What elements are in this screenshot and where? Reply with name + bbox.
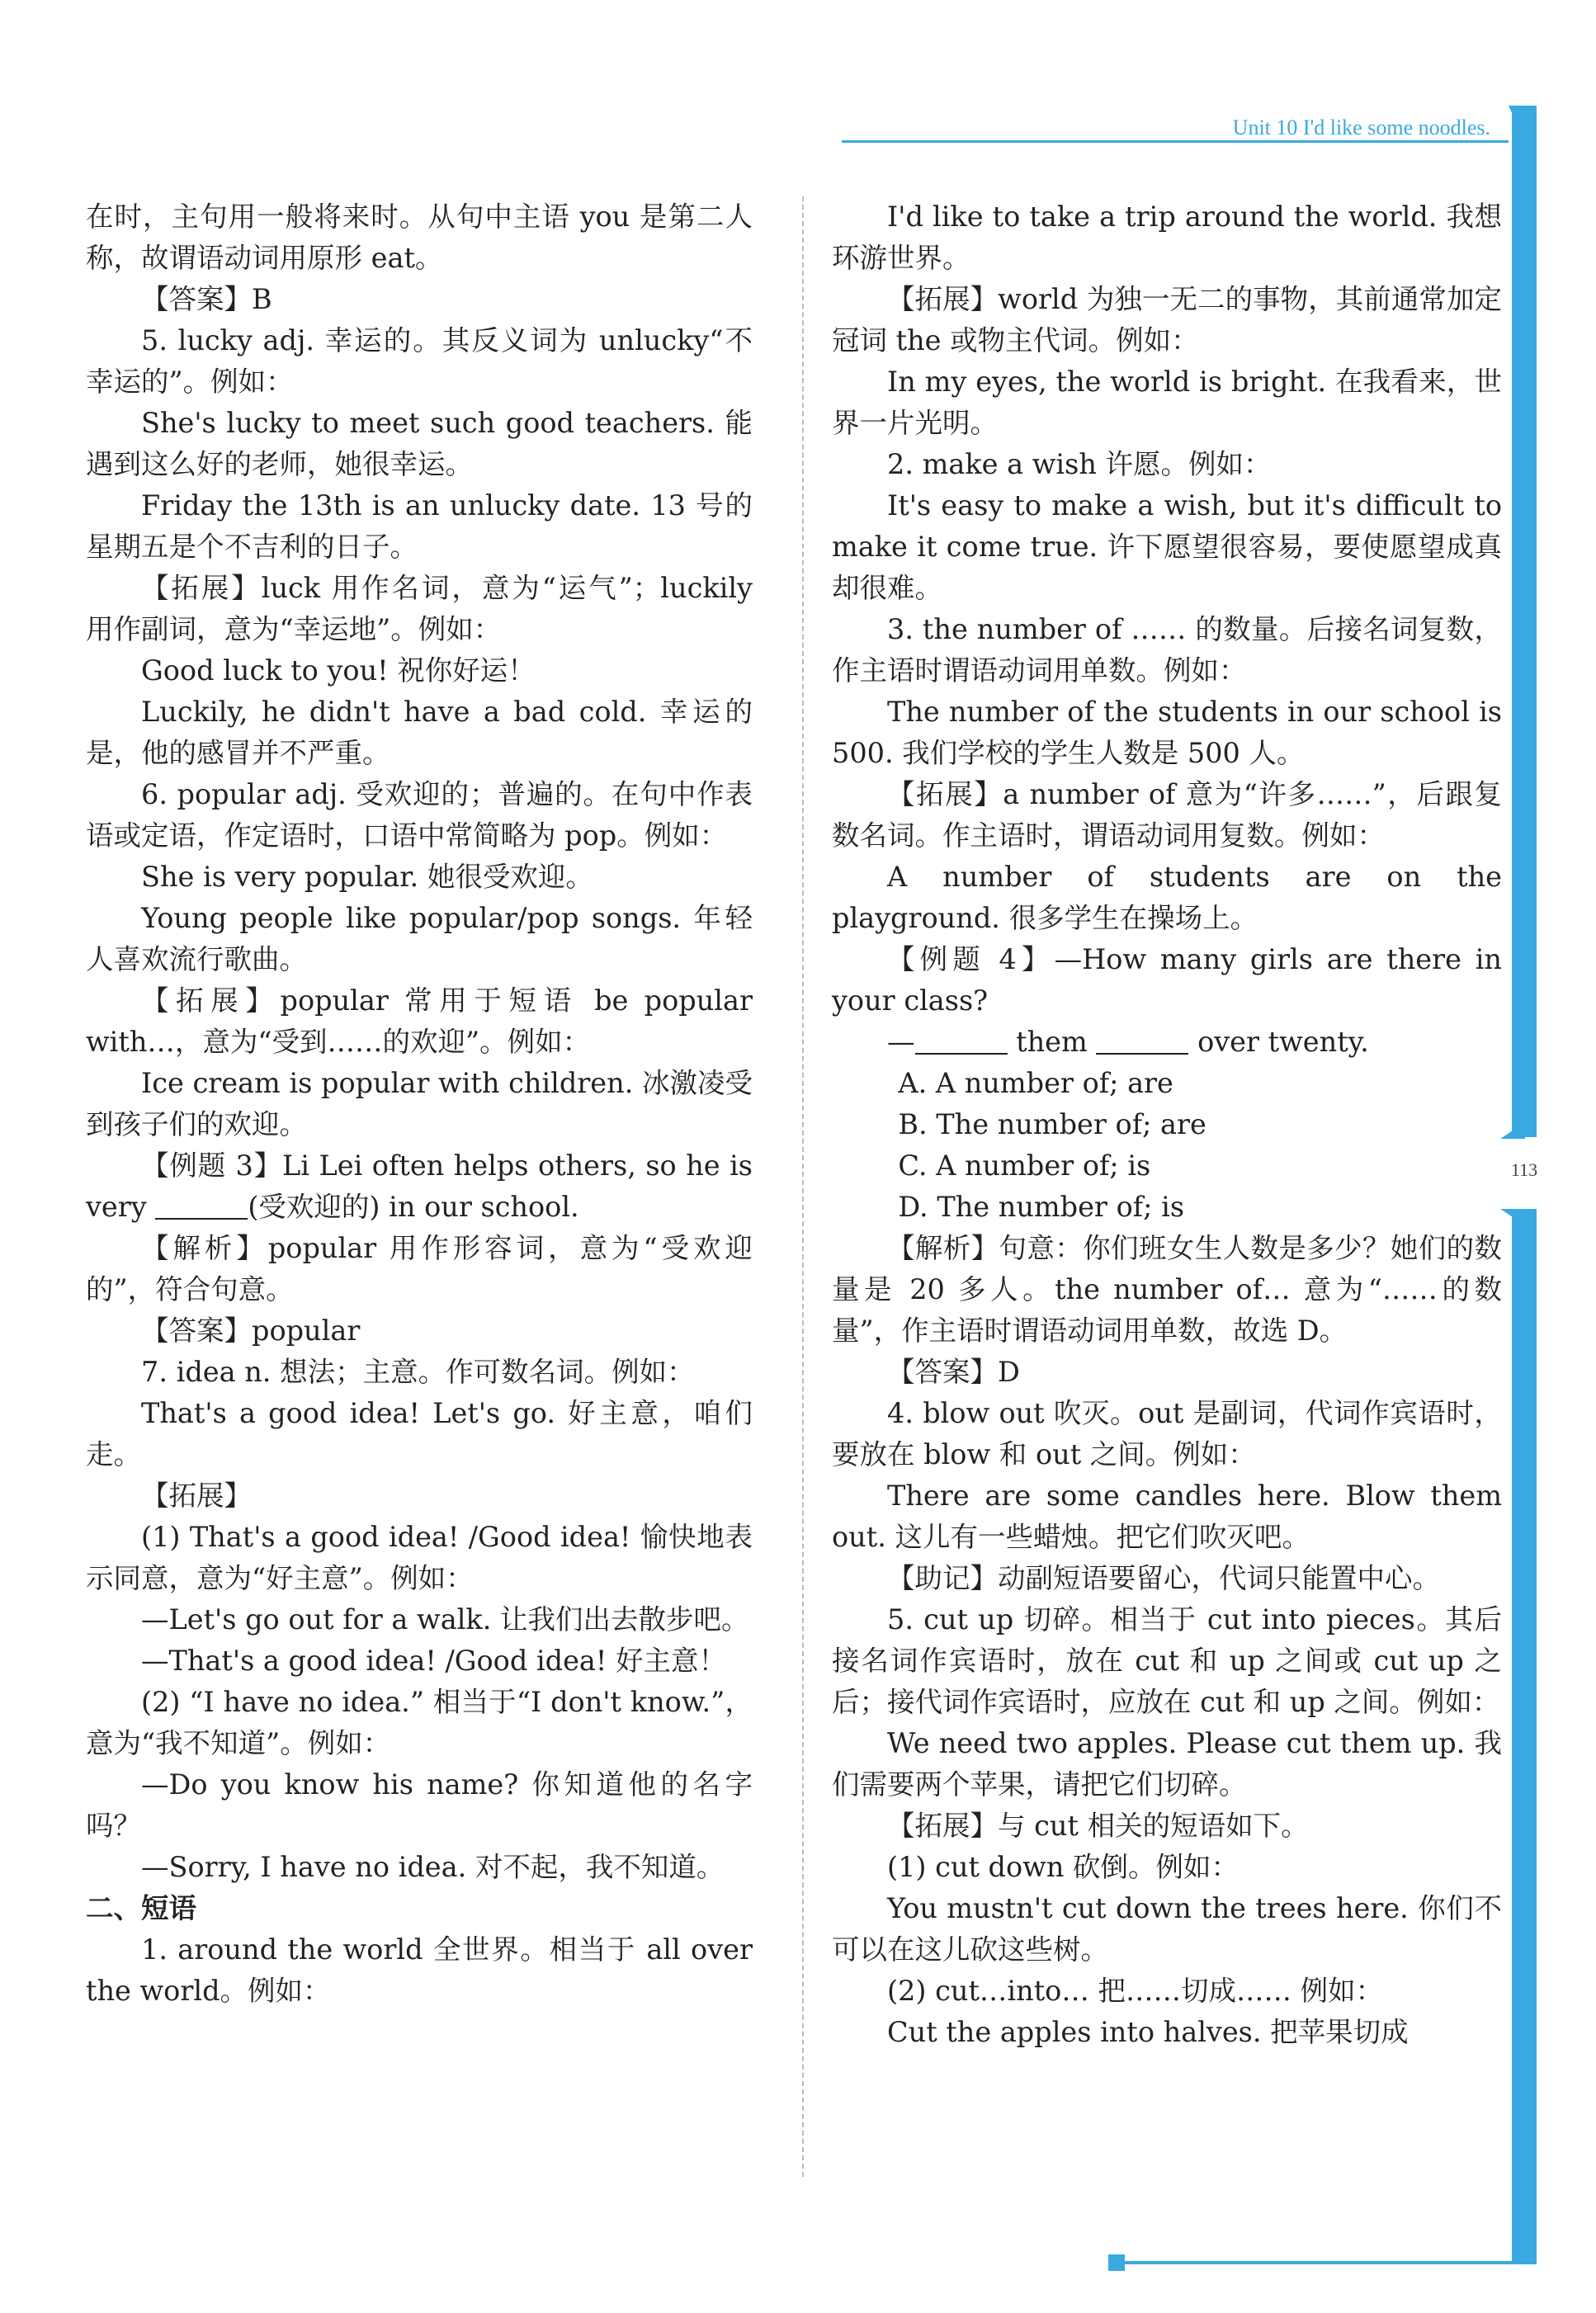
- answer-option: D. The number of; is: [898, 1191, 1185, 1223]
- paragraph: The number of the students in our school is 500. 我们学校的学生人数是 500 人。: [832, 696, 1502, 769]
- paragraph: You mustn't cut down the trees here. 你们不可以在这儿砍这些树。: [832, 1892, 1502, 1966]
- header-rule: [842, 140, 1509, 143]
- question-text: over twenty.: [1188, 1026, 1369, 1058]
- column-divider: [802, 196, 804, 2177]
- paragraph: —Do you know his name? 你知道他的名字吗？: [86, 1768, 753, 1842]
- answer-blank: [1096, 1028, 1188, 1055]
- paragraph: (2) “I have no idea.” 相当于“I don't know.”，意为“我不知道”。例如：: [86, 1686, 753, 1759]
- answer-blank: [915, 1028, 1008, 1055]
- margin-bar-bottom: [1512, 1209, 1537, 2261]
- page-number: 113: [1510, 1159, 1538, 1180]
- paragraph: She is very popular. 她很受欢迎。: [141, 861, 593, 893]
- answer-blank: [155, 1193, 248, 1220]
- question-text: them: [1007, 1026, 1097, 1058]
- paragraph: That's a good idea! Let's go. 好主意，咱们走。: [86, 1397, 753, 1470]
- paragraph: Friday the 13th is an unlucky date. 13 号的星期五是个不吉利的日子。: [86, 489, 753, 563]
- paragraph: —Sorry, I have no idea. 对不起，我不知道。: [141, 1851, 725, 1883]
- question-text: 【例题 3】Li Lei often helps others, so he is very: [86, 1149, 753, 1223]
- paragraph: 【解析】句意：你们班女生人数是多少？她们的数量是 20 多人。the number of… 意为“……的数量”，作主语时谓语动词用单数，故选 D。: [832, 1232, 1502, 1347]
- paragraph: Cut the apples into halves. 把苹果切成: [887, 2016, 1409, 2048]
- paragraph: 【拓展】world 为独一无二的事物，其前通常加定冠词 the 或物主代词。例如：: [832, 283, 1502, 356]
- answer-option: C. A number of; is: [898, 1149, 1151, 1182]
- paragraph: (1) That's a good idea! /Good idea! 愉快地表示同意，意为“好主意”。例如：: [86, 1521, 753, 1594]
- paragraph: 【解析】popular 用作形容词，意为“受欢迎的”，符合句意。: [86, 1232, 753, 1305]
- header-text: Unit 10 I'd like some noodles.: [1232, 116, 1490, 139]
- footer-rule: [1122, 2261, 1537, 2264]
- paragraph: 在时，主句用一般将来时。从句中主语 you 是第二人称，故谓语动词用原形 eat。: [86, 201, 753, 274]
- paragraph: —Let's go out for a walk. 让我们出去散步吧。: [141, 1603, 749, 1636]
- paragraph: 【答案】popular: [141, 1315, 361, 1347]
- paragraph: 2. make a wish 许愿。例如：: [887, 448, 1272, 480]
- paragraph: 5. lucky adj. 幸运的。其反义词为 unlucky“不幸运的”。例如：: [86, 324, 753, 398]
- paragraph: 【拓展】popular 常用于短语 be popular with…，意为“受到……的欢迎”。例如：: [86, 984, 753, 1058]
- paragraph: 6. popular adj. 受欢迎的；普遍的。在句中作表语或定语，作定语时，口语中常简略为 pop。例如：: [86, 778, 753, 852]
- paragraph: 【拓展】: [141, 1480, 252, 1512]
- paragraph: 【例题 4】—How many girls are there in your class?: [832, 943, 1502, 1017]
- paragraph: 【拓展】a number of 意为“许多……”，后跟复数名词。作主语时，谓语动词用复数。例如：: [832, 778, 1502, 852]
- paragraph: 3. the number of …… 的数量。后接名词复数，作主语时谓语动词用单数。例如：: [832, 613, 1502, 687]
- paragraph: 【答案】B: [141, 283, 272, 315]
- paragraph: 【答案】D: [887, 1356, 1020, 1388]
- paragraph: I'd like to take a trip around the world. 我想环游世界。: [832, 201, 1502, 274]
- paragraph: She's lucky to meet such good teachers. 能遇到这么好的老师，她很幸运。: [86, 407, 753, 480]
- exercise-answer-line: [832, 1022, 1502, 1063]
- paragraph: 1. around the world 全世界。相当于 all over the world。例如：: [86, 1933, 753, 2007]
- paragraph: Young people like popular/pop songs. 年轻人喜欢流行歌曲。: [86, 902, 753, 975]
- paragraph: We need two apples. Please cut them up. 我们需要两个苹果，请把它们切碎。: [832, 1727, 1502, 1801]
- paragraph: Luckily, he didn't have a bad cold. 幸运的是，他的感冒并不严重。: [86, 696, 753, 769]
- paragraph: (1) cut down 砍倒。例如：: [887, 1851, 1239, 1883]
- paragraph: 【助记】动副短语要留心，代词只能置中心。: [887, 1562, 1440, 1594]
- question-text: (受欢迎的) in our school.: [248, 1191, 579, 1223]
- margin-bar-top: [1512, 106, 1537, 1137]
- paragraph: Good luck to you! 祝你好运！: [141, 654, 536, 687]
- paragraph: A number of students are on the playground. 很多学生在操场上。: [832, 861, 1502, 934]
- paragraph: 【拓展】luck 用作名词，意为“运气”；luckily 用作副词，意为“幸运地”。例如：: [86, 572, 753, 645]
- paragraph: 5. cut up 切碎。相当于 cut into pieces。其后接名词作宾语时，放在 cut 和 up 之间或 cut up 之后；接代词作宾语时，应放在 cut 和 up 之间。例如：: [832, 1603, 1502, 1718]
- right-column: [832, 196, 1502, 2053]
- section-heading: 二、短语: [86, 1892, 196, 1924]
- paragraph: 7. idea n. 想法；主意。作可数名词。例如：: [141, 1356, 695, 1388]
- paragraph: (2) cut…into… 把……切成…… 例如：: [887, 1975, 1384, 2007]
- left-column: [86, 196, 753, 2012]
- paragraph: In my eyes, the world is bright. 在我看来，世界一片光明。: [832, 366, 1502, 439]
- answer-option: B. The number of; are: [898, 1108, 1206, 1140]
- paragraph: 【拓展】与 cut 相关的短语如下。: [887, 1810, 1309, 1842]
- paragraph: There are some candles here. Blow them out. 这儿有一些蜡烛。把它们吹灭吧。: [832, 1480, 1502, 1553]
- paragraph: 4. blow out 吹灭。out 是副词，代词作宾语时，要放在 blow 和 out 之间。例如：: [832, 1397, 1502, 1470]
- answer-option: A. A number of; are: [898, 1067, 1173, 1099]
- paragraph: It's easy to make a wish, but it's difficult to make it come true. 许下愿望很容易，要使愿望成真却很难。: [832, 489, 1502, 604]
- paragraph: —That's a good idea! /Good idea! 好主意！: [141, 1645, 727, 1677]
- question-text: —: [887, 1026, 915, 1058]
- exercise-question: [86, 1145, 753, 1228]
- paragraph: Ice cream is popular with children. 冰激凌受到孩子们的欢迎。: [86, 1067, 753, 1140]
